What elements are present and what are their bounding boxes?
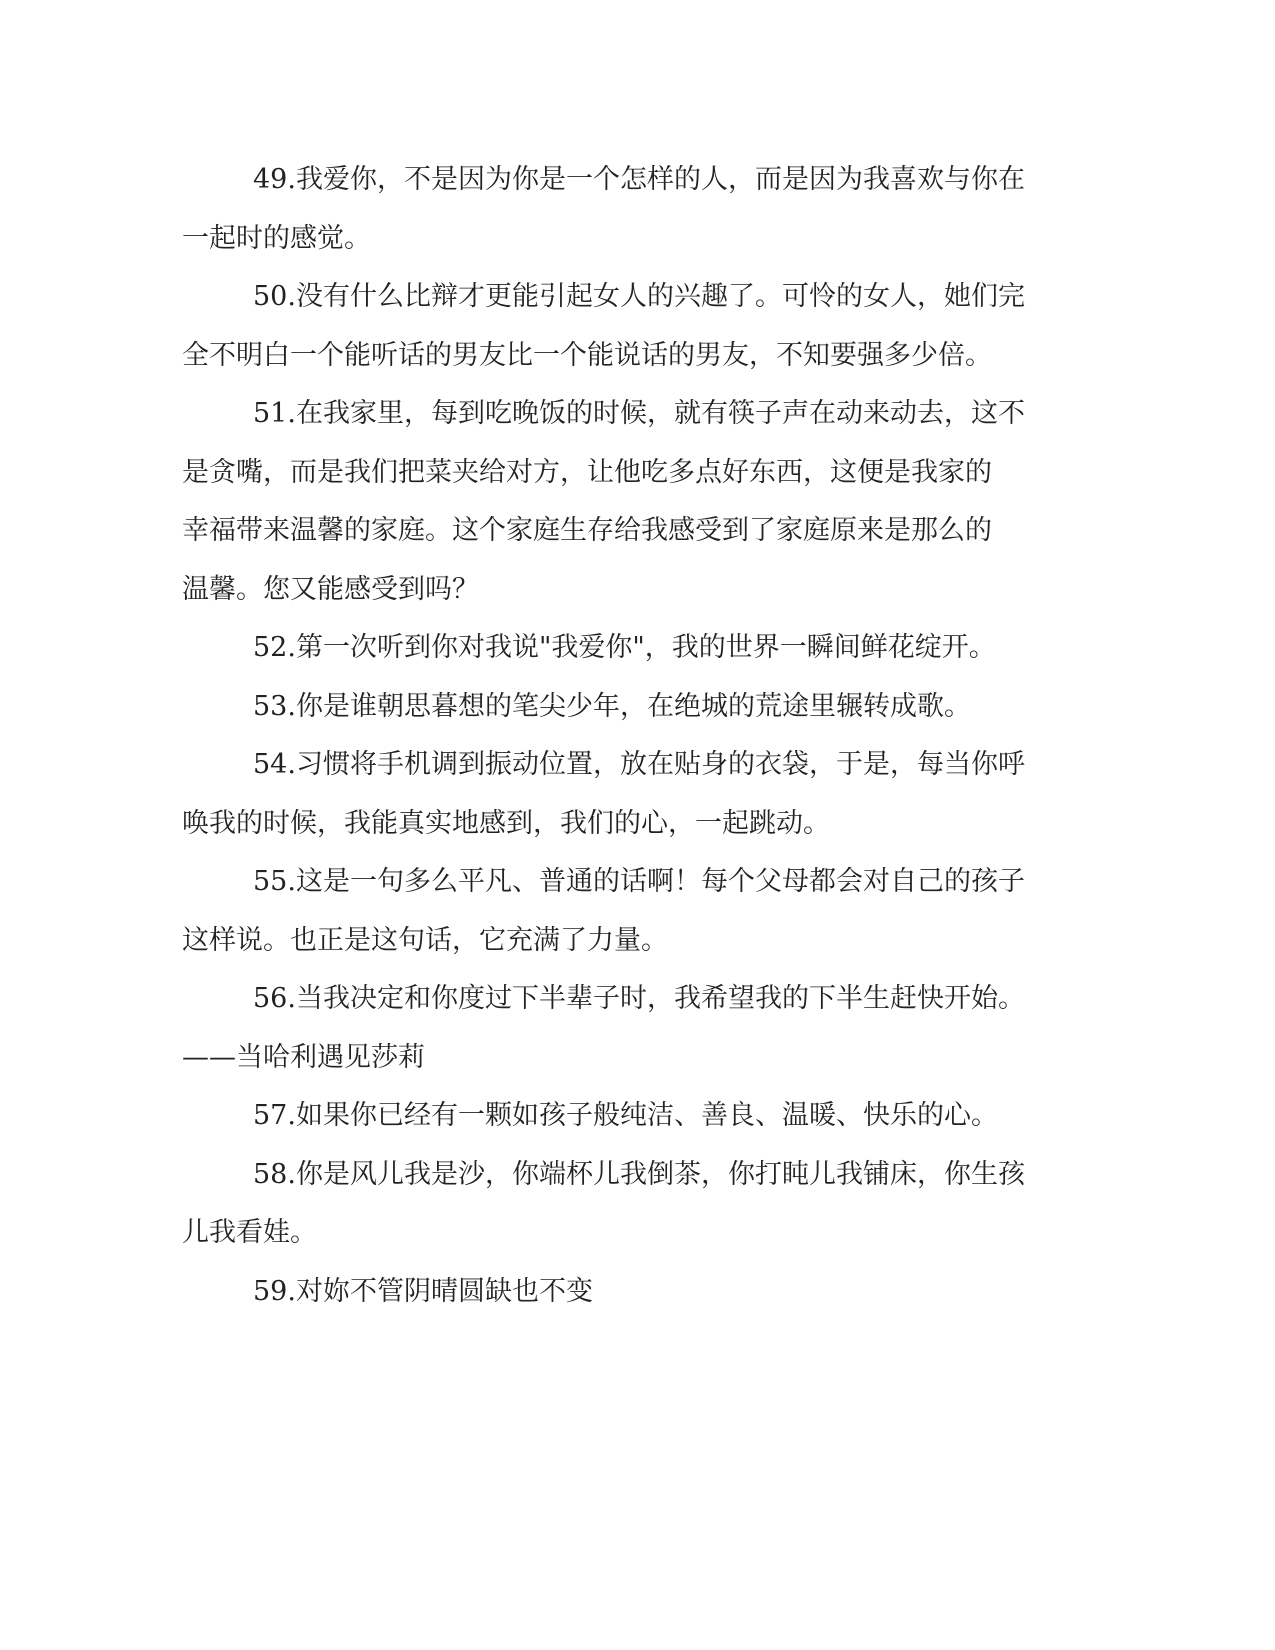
text-line: 52.第一次听到你对我说"我爱你"，我的世界一瞬间鲜花绽开。: [253, 632, 996, 663]
paragraph-58: [182, 1146, 1042, 1263]
text-line: 54.习惯将手机调到振动位置，放在贴身的衣袋，于是，每当你呼: [253, 749, 1025, 780]
text-line: 58.你是风儿我是沙，你端杯儿我倒茶，你打盹儿我铺床，你生孩: [253, 1158, 1025, 1190]
text-line: 53.你是谁朝思暮想的笔尖少年，在绝城的荒途里辗转成歌。: [253, 690, 971, 722]
paragraph-54: [182, 736, 1042, 853]
text-line: 57.如果你已经有一颗如孩子般纯洁、善良、温暖、快乐的心。: [253, 1100, 998, 1131]
text-line: 幸福带来温馨的家庭。这个家庭生存给我感受到了家庭原来是那么的: [182, 515, 992, 546]
document-body: [182, 151, 1042, 1321]
text-line: 59.对妳不管阴晴圆缺也不变: [253, 1275, 593, 1307]
text-line: 唤我的时候，我能真实地感到，我们的心，一起跳动。: [182, 807, 830, 839]
paragraph-56: [182, 970, 1042, 1087]
text-line: 55.这是一句多么平凡、普通的话啊！每个父母都会对自己的孩子: [253, 866, 1025, 897]
paragraph-53: [182, 678, 1042, 737]
paragraph-49: [182, 151, 1042, 268]
paragraph-57: [182, 1087, 1042, 1146]
text-line: 儿我看娃。: [182, 1217, 317, 1248]
text-line: 50.没有什么比辩才更能引起女人的兴趣了。可怜的女人，她们完: [253, 281, 1025, 312]
text-line: ——当哈利遇见莎莉: [182, 1041, 425, 1073]
text-line: 这样说。也正是这句话，它充满了力量。: [182, 924, 668, 956]
text-line: 51.在我家里，每到吃晚饭的时候，就有筷子声在动来动去，这不: [253, 398, 1025, 429]
paragraph-51: [182, 385, 1042, 619]
text-line: 全不明白一个能听话的男友比一个能说话的男友，不知要强多少倍。: [182, 339, 992, 371]
text-line: 是贪嘴，而是我们把菜夹给对方，让他吃多点好东西，这便是我家的: [182, 456, 992, 488]
text-line: 56.当我决定和你度过下半辈子时，我希望我的下半生赶快开始。: [253, 983, 1025, 1014]
paragraph-55: [182, 853, 1042, 970]
paragraph-59: [182, 1263, 1042, 1322]
text-line: 一起时的感觉。: [182, 222, 371, 254]
text-line: 49.我爱你，不是因为你是一个怎样的人，而是因为我喜欢与你在: [253, 164, 1025, 195]
paragraph-52: [182, 619, 1042, 678]
text-line: 温馨。您又能感受到吗？: [182, 573, 479, 605]
paragraph-50: [182, 268, 1042, 385]
